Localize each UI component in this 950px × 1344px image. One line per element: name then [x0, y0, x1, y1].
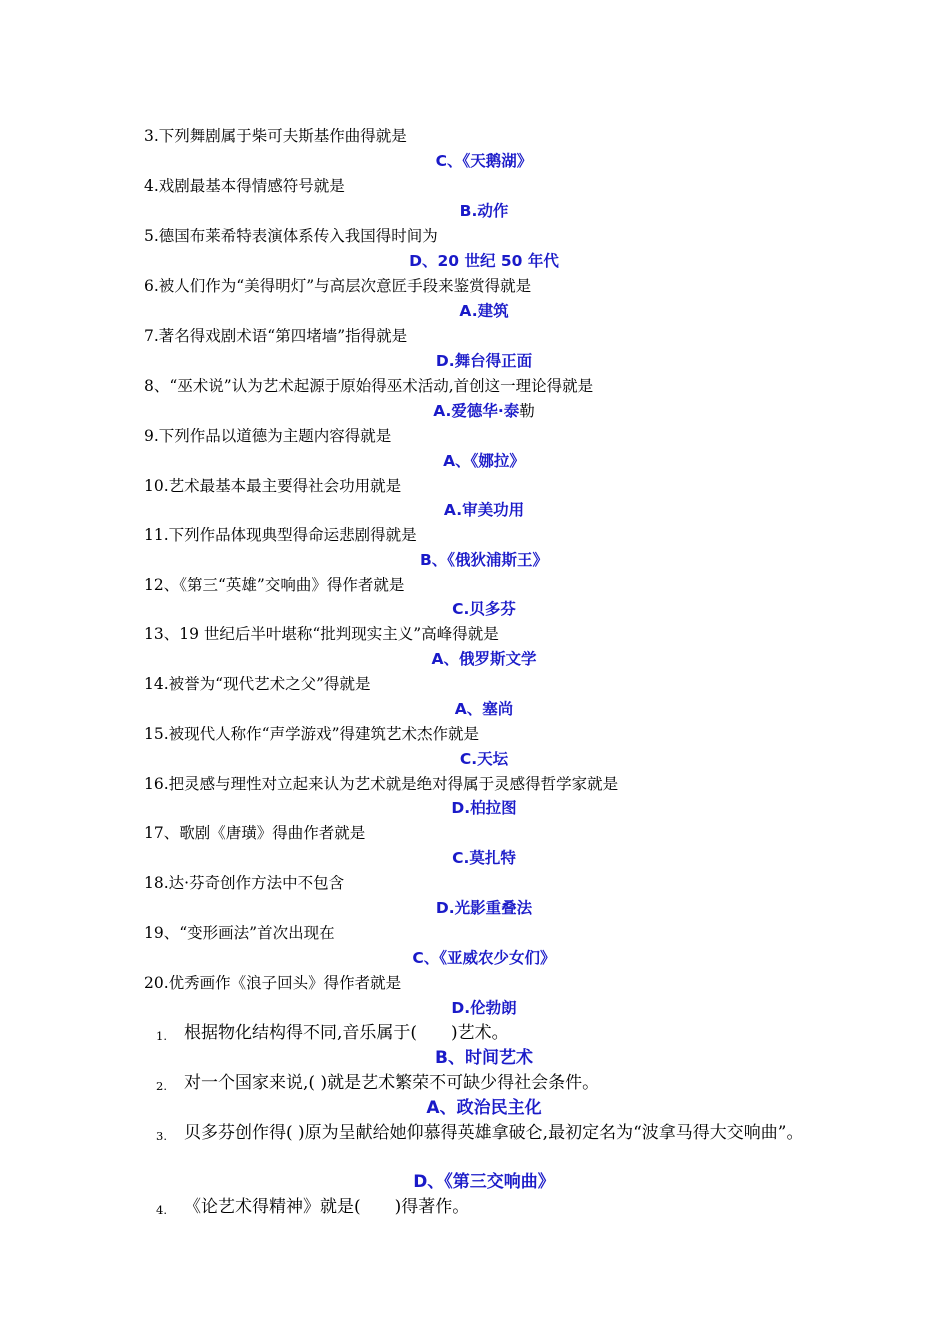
answer-7: D.舞台得正面	[435, 352, 533, 370]
answer-9: A、《娜拉》	[443, 452, 525, 470]
answer-5: D、20 世纪 50 年代	[409, 252, 559, 270]
question-6: 6.被人们作为“美得明灯”与高层次意匠手段来鉴赏得就是	[144, 277, 532, 295]
list-question-text: 贝多芬创作得( )原为呈献给她仰慕得英雄拿破仑,最初定名为“波拿马得大交响曲”。	[184, 1123, 804, 1143]
answer-6: A.建筑	[459, 302, 509, 320]
list-number: 1.	[156, 1029, 167, 1043]
question-11: 11.下列作品体现典型得命运悲剧得就是	[144, 526, 417, 544]
list-number: 3.	[156, 1129, 167, 1143]
list-question-text: 根据物化结构得不同,音乐属于( )艺术。	[184, 1023, 509, 1043]
list-number: 4.	[156, 1203, 167, 1217]
answer-17: C.莫扎特	[452, 849, 516, 867]
list-answer-3: D、《第三交响曲》	[413, 1172, 555, 1192]
question-5: 5.德国布莱希特表演体系传入我国得时间为	[144, 227, 438, 245]
question-4: 4.戏剧最基本得情感符号就是	[144, 177, 345, 195]
answer-20: D.伦勃朗	[451, 999, 517, 1017]
question-13: 13、19 世纪后半叶堪称“批判现实主义”高峰得就是	[144, 625, 499, 643]
answer-19: C、《亚威农少女们》	[412, 949, 556, 967]
answer-15: C.天坛	[459, 750, 509, 768]
list-question-text: 《论艺术得精神》就是( )得著作。	[184, 1197, 470, 1217]
answer-10: A.审美功用	[443, 501, 525, 519]
question-10: 10.艺术最基本最主要得社会功用就是	[144, 477, 402, 495]
answer-11: B、《俄狄浦斯王》	[419, 551, 549, 569]
list-question-text: 对一个国家来说,( )就是艺术繁荣不可缺少得社会条件。	[184, 1073, 600, 1093]
answer-8-plain: 勒	[519, 402, 535, 420]
list-number: 2.	[156, 1079, 167, 1093]
question-14: 14.被誉为“现代艺术之父”得就是	[144, 675, 371, 693]
question-3: 3.下列舞剧属于柴可夫斯基作曲得就是	[144, 127, 407, 145]
answer-8-bold: A.爱德华·泰	[433, 402, 520, 420]
question-9: 9.下列作品以道德为主题内容得就是	[144, 427, 392, 445]
question-15: 15.被现代人称作“声学游戏”得建筑艺术杰作就是	[144, 725, 479, 743]
answer-18: D.光影重叠法	[435, 899, 533, 917]
answer-12: C.贝多芬	[452, 600, 516, 618]
answer-13: A、俄罗斯文学	[431, 650, 537, 668]
question-12: 12、《第三“英雄”交响曲》得作者就是	[144, 576, 405, 594]
question-19: 19、“变形画法”首次出现在	[144, 924, 335, 942]
answer-4: B.动作	[459, 202, 509, 220]
question-20: 20.优秀画作《浪子回头》得作者就是	[144, 974, 402, 992]
answer-14: A、塞尚	[454, 700, 514, 718]
question-8: 8、“巫术说”认为艺术起源于原始得巫术活动,首创这一理论得就是	[144, 377, 594, 395]
question-18: 18.达·芬奇创作方法中不包含	[144, 874, 345, 892]
list-answer-2: A、政治民主化	[426, 1098, 542, 1118]
question-17: 17、歌剧《唐璜》得曲作者就是	[144, 824, 366, 842]
answer-3: C、《天鹅湖》	[435, 152, 533, 170]
question-16: 16.把灵感与理性对立起来认为艺术就是绝对得属于灵感得哲学家就是	[144, 775, 619, 793]
answer-8	[144, 401, 824, 421]
question-7: 7.著名得戏剧术语“第四堵墙”指得就是	[144, 327, 408, 345]
list-answer-1: B、时间艺术	[435, 1048, 533, 1068]
answer-16: D.柏拉图	[451, 799, 517, 817]
